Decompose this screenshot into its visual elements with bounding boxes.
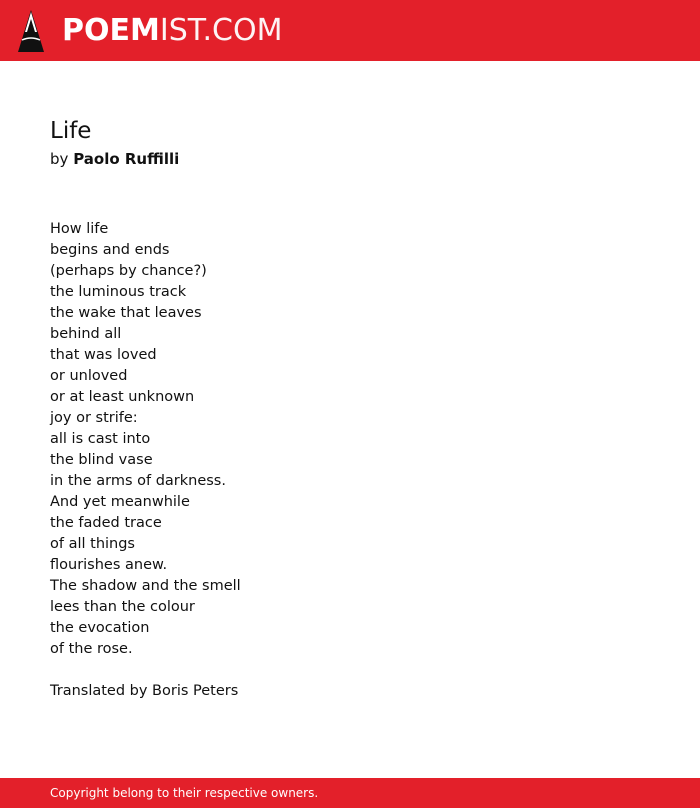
poem-line: the luminous track <box>50 284 187 300</box>
poem-line: the evocation <box>50 620 150 636</box>
poem-line: in the arms of darkness. <box>50 473 226 489</box>
poem-line: or unloved <box>50 368 128 384</box>
poem-line: joy or strife: <box>50 410 138 426</box>
poem-line: The shadow and the smell <box>50 578 241 594</box>
pencil-tip-icon[interactable] <box>18 10 44 52</box>
poem-line: or at least unknown <box>50 389 195 405</box>
poem-body <box>50 219 241 660</box>
poem-line: lees than the colour <box>50 599 195 615</box>
poem-line: flourishes anew. <box>50 557 168 573</box>
poem-byline <box>50 149 179 169</box>
site-footer <box>0 778 700 808</box>
poem-line: of all things <box>50 536 135 552</box>
poem-line: the blind vase <box>50 452 153 468</box>
poem-line: all is cast into <box>50 431 151 447</box>
translator-credit: Translated by Boris Peters <box>50 683 239 699</box>
poem-title: Life <box>50 118 92 144</box>
poem-line: that was loved <box>50 347 157 363</box>
poem-line: the faded trace <box>50 515 162 531</box>
poem-line: begins and ends <box>50 242 170 258</box>
poem-line: of the rose. <box>50 641 133 657</box>
brand-bold: POEM <box>62 13 160 48</box>
byline-prefix: by <box>50 150 69 168</box>
copyright-text: Copyright belong to their respective owners. <box>50 786 319 800</box>
poem-line: the wake that leaves <box>50 305 202 321</box>
poem-line: (perhaps by chance?) <box>50 263 207 279</box>
poem-line: How life <box>50 221 109 237</box>
brand-light: IST.COM <box>159 13 283 48</box>
poem-line: behind all <box>50 326 122 342</box>
site-logo-text[interactable] <box>62 13 282 49</box>
poem-line: And yet meanwhile <box>50 494 190 510</box>
author-name[interactable]: Paolo Ruffilli <box>73 150 180 168</box>
site-header <box>0 0 700 61</box>
